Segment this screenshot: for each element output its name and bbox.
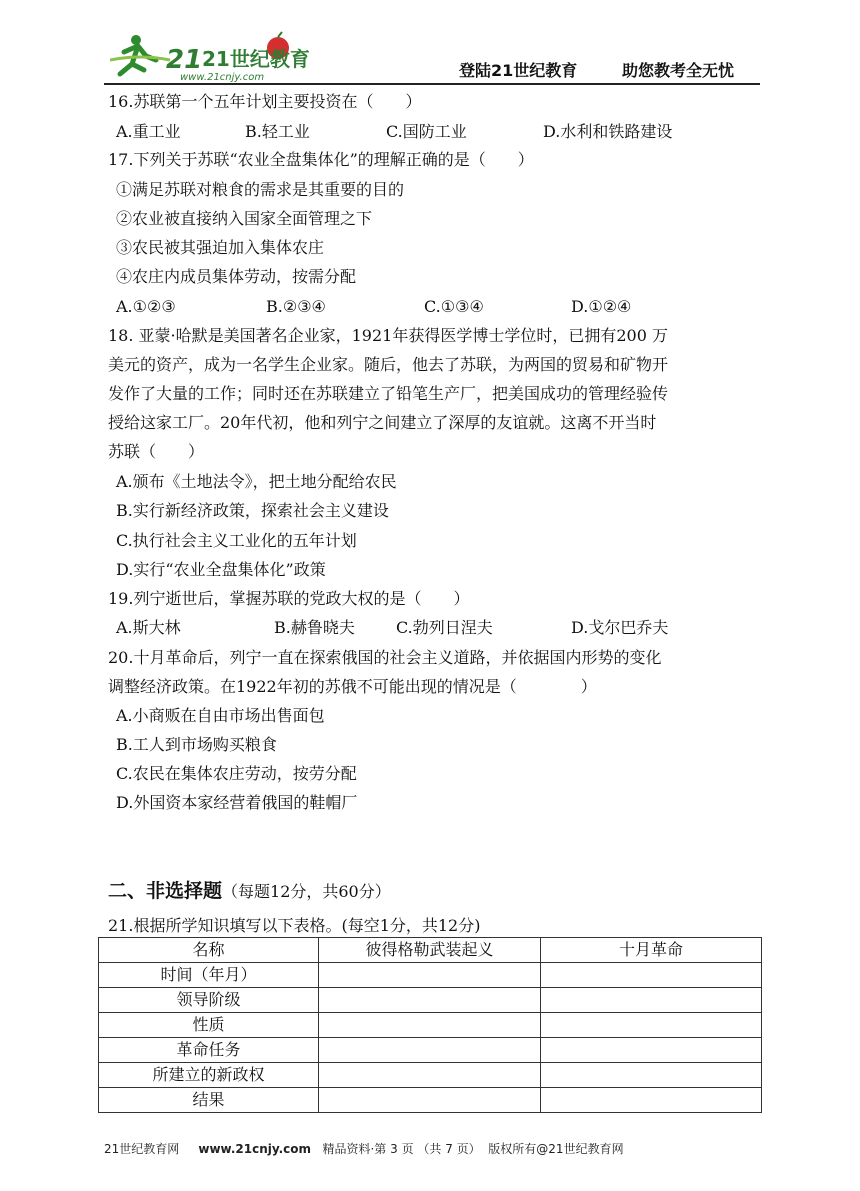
table-row [99, 1063, 762, 1088]
answer-cell[interactable] [319, 1038, 541, 1063]
section-title-text: 二、非选择题 [108, 880, 223, 902]
q21-answer-table [98, 937, 762, 1113]
q16-option-d: D.水利和铁路建设 [543, 122, 673, 141]
q18-option-c: C.执行社会主义工业化的五年计划 [116, 531, 357, 550]
footer-site: 21世纪教育网 [104, 1142, 180, 1156]
q21-stem: 21.根据所学知识填写以下表格。(每空1分，共12分) [108, 916, 481, 935]
answer-cell[interactable] [541, 963, 762, 988]
table-row [99, 963, 762, 988]
q19-stem: 19.列宁逝世后，掌握苏联的党政大权的是（ ） [108, 589, 470, 608]
q19-option-d: D.戈尔巴乔夫 [571, 618, 669, 637]
q18-option-a: A.颁布《土地法令》，把土地分配给农民 [116, 472, 397, 491]
answer-cell[interactable] [541, 988, 762, 1013]
logo-text: 21世纪教育 [202, 47, 310, 71]
q19-option-b: B.赫鲁晓夫 [274, 618, 355, 637]
q17-statement-1: ①满足苏联对粮食的需求是其重要的目的 [116, 180, 405, 199]
q18-line-3: 发作了大量的工作；同时还在苏联建立了铅笔生产厂，把美国成功的管理经验传 [108, 384, 669, 403]
section-score-note: （每题12分，共60分） [222, 882, 391, 901]
header-slogan-right: 助您教考全无忧 [622, 61, 735, 80]
table-header-cell: 十月革命 [541, 938, 762, 963]
q19-option-a: A.斯大林 [116, 618, 181, 637]
answer-cell[interactable] [541, 1088, 762, 1113]
q18-line-1: 18. 亚蒙·哈默是美国著名企业家，1921年获得医学博士学位时，已拥有200 万 [108, 326, 668, 345]
q17-option-b: B.②③④ [266, 297, 326, 316]
q17-statement-4: ④农庄内成员集体劳动，按需分配 [116, 267, 357, 286]
answer-cell[interactable] [319, 988, 541, 1013]
table-row [99, 988, 762, 1013]
q16-option-a: A.重工业 [116, 122, 181, 141]
q17-stem: 17.下列关于苏联“农业全盘集体化”的理解正确的是（ ） [108, 150, 534, 169]
row-label: 革命任务 [99, 1038, 319, 1063]
table-row [99, 1013, 762, 1038]
answer-cell[interactable] [319, 963, 541, 988]
answer-cell[interactable] [541, 1063, 762, 1088]
q20-option-b: B.工人到市场购买粮食 [116, 735, 277, 754]
logo-url: www.21cnjy.com [180, 72, 265, 82]
q18-line-2: 美元的资产，成为一名学生企业家。随后，他去了苏联，为两国的贸易和矿物开 [108, 355, 669, 374]
table-row [99, 1088, 762, 1113]
answer-cell[interactable] [319, 1088, 541, 1113]
answer-cell[interactable] [541, 1013, 762, 1038]
q17-option-a: A.①②③ [116, 297, 176, 316]
row-label: 领导阶级 [99, 988, 319, 1013]
q20-line-2: 调整经济政策。在1922年初的苏俄不可能出现的情况是（ ） [108, 677, 597, 696]
q16-stem: 16.苏联第一个五年计划主要投资在（ ） [108, 92, 422, 111]
q16-option-b: B.轻工业 [245, 122, 310, 141]
row-label: 性质 [99, 1013, 319, 1038]
footer-page-info: 精品资料·第 3 页 （共 7 页） [322, 1142, 481, 1156]
header-slogan-left: 登陆21世纪教育 [459, 61, 578, 80]
q17-statement-2: ②农业被直接纳入国家全面管理之下 [116, 209, 373, 228]
q17-option-c: C.①③④ [424, 297, 484, 316]
answer-cell[interactable] [319, 1013, 541, 1038]
footer-copyright: 版权所有@21世纪教育网 [488, 1142, 624, 1156]
q20-line-1: 20.十月革命后，列宁一直在探索俄国的社会主义道路，并依据国内形势的变化 [108, 648, 662, 667]
page-footer [104, 1140, 624, 1157]
q18-line-4: 授给这家工厂。20年代初，他和列宁之间建立了深厚的友谊就。这离不开当时 [108, 413, 657, 432]
q18-option-d: D.实行“农业全盘集体化”政策 [116, 560, 326, 579]
q16-option-c: C.国防工业 [386, 122, 467, 141]
answer-cell[interactable] [541, 1038, 762, 1063]
q19-option-c: C.勃列日涅夫 [396, 618, 493, 637]
answer-cell[interactable] [319, 1063, 541, 1088]
table-header-cell: 名称 [99, 938, 319, 963]
q17-statement-3: ③农民被其强迫加入集体农庄 [116, 238, 325, 257]
header-divider [104, 83, 760, 85]
table-header-cell: 彼得格勒武装起义 [319, 938, 541, 963]
svg-text:21: 21 [166, 45, 203, 75]
footer-url[interactable]: www.21cnjy.com [198, 1142, 312, 1156]
q18-line-5: 苏联（ ） [108, 442, 205, 461]
row-label: 时间（年月） [99, 963, 319, 988]
section-title [108, 876, 391, 903]
q18-option-b: B.实行新经济政策，探索社会主义建设 [116, 501, 389, 520]
table-row [99, 1038, 762, 1063]
site-logo [110, 30, 310, 82]
q17-option-d: D.①②④ [571, 297, 632, 316]
row-label: 所建立的新政权 [99, 1063, 319, 1088]
row-label: 结果 [99, 1088, 319, 1113]
table-header-row [99, 938, 762, 963]
q20-option-a: A.小商贩在自由市场出售面包 [116, 706, 325, 725]
q20-option-c: C.农民在集体农庄劳动，按劳分配 [116, 764, 357, 783]
q20-option-d: D.外国资本家经营着俄国的鞋帽厂 [116, 793, 358, 812]
